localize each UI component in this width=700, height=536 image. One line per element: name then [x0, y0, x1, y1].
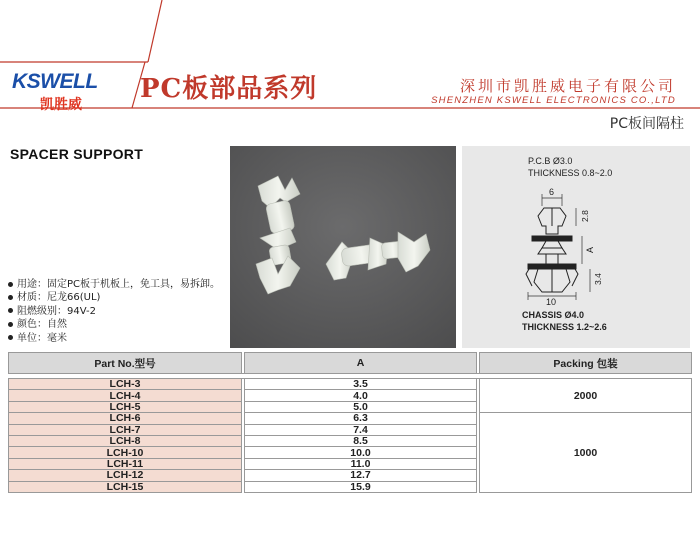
- bullet-icon: [8, 295, 13, 300]
- product-photo: [230, 146, 456, 348]
- section-title: SPACER SUPPORT: [10, 146, 144, 162]
- header-a: A: [245, 353, 477, 374]
- packing-cell: 1000: [480, 413, 692, 493]
- spec-table: [8, 352, 692, 493]
- dim-head-label: 2.8: [580, 210, 590, 222]
- table-row: LCH-11 11.0: [9, 458, 692, 469]
- bullet-icon: [8, 335, 13, 340]
- spacer-outline: [526, 208, 578, 292]
- packing-cell: 2000: [480, 379, 692, 413]
- chassis-label: CHASSIS Ø4.0: [522, 310, 585, 320]
- table-header-row: [9, 353, 692, 374]
- table-row: LCH-12 12.7: [9, 470, 692, 481]
- table-row: LCH-3 3.5 2000: [9, 379, 692, 390]
- table-row: LCH-6 6.3 1000: [9, 413, 692, 424]
- brand-name: KSWELL: [12, 70, 98, 93]
- product-subtitle: PC板间隔柱: [609, 116, 684, 132]
- table-row: LCH-8 8.5: [9, 435, 692, 446]
- company-name-cn: 深圳市凯胜威电子有限公司: [459, 77, 676, 95]
- spec-item-material: 材质：尼龙66(UL): [8, 291, 220, 304]
- spec-item-color: 颜色：自然: [8, 318, 220, 331]
- page-title: PC板部品系列: [140, 74, 318, 104]
- header-packing: Packing 包装: [480, 353, 692, 374]
- technical-drawing: [462, 146, 690, 348]
- pcb-label: P.C.B Ø3.0: [528, 156, 573, 166]
- table-row: LCH-7 7.4: [9, 424, 692, 435]
- dim-base-width-label: 10: [546, 297, 557, 307]
- company-logo: [12, 70, 122, 113]
- table-row: LCH-4 4.0: [9, 390, 692, 401]
- dim-top-label: 6: [549, 187, 555, 197]
- bullet-icon: [8, 308, 13, 313]
- company-name-en: SHENZHEN KSWELL ELECTRONICS CO.,LTD: [431, 95, 676, 106]
- bullet-icon: [8, 322, 13, 327]
- spec-list: [8, 278, 220, 345]
- table-row: LCH-5 5.0: [9, 401, 692, 412]
- bullet-icon: [8, 282, 13, 287]
- spec-item-flammability: 阻燃级别：94V-2: [8, 305, 220, 318]
- dim-base-height-label: 3.4: [593, 273, 603, 285]
- chassis-thickness-label: THICKNESS 1.2~2.6: [522, 322, 607, 332]
- header-part-no: Part No.型号: [9, 353, 242, 374]
- pcb-thickness-label: THICKNESS 0.8~2.0: [528, 168, 613, 178]
- dim-a-label: A: [585, 246, 595, 253]
- table-row: LCH-10 10.0: [9, 447, 692, 458]
- spec-item-usage: 用途：固定PC板于机板上，免工具，易拆卸。: [8, 278, 220, 291]
- table-row: LCH-15 15.9: [9, 481, 692, 492]
- spec-item-unit: 单位：毫米: [8, 332, 220, 345]
- brand-name-cn: 凯胜威: [40, 97, 82, 113]
